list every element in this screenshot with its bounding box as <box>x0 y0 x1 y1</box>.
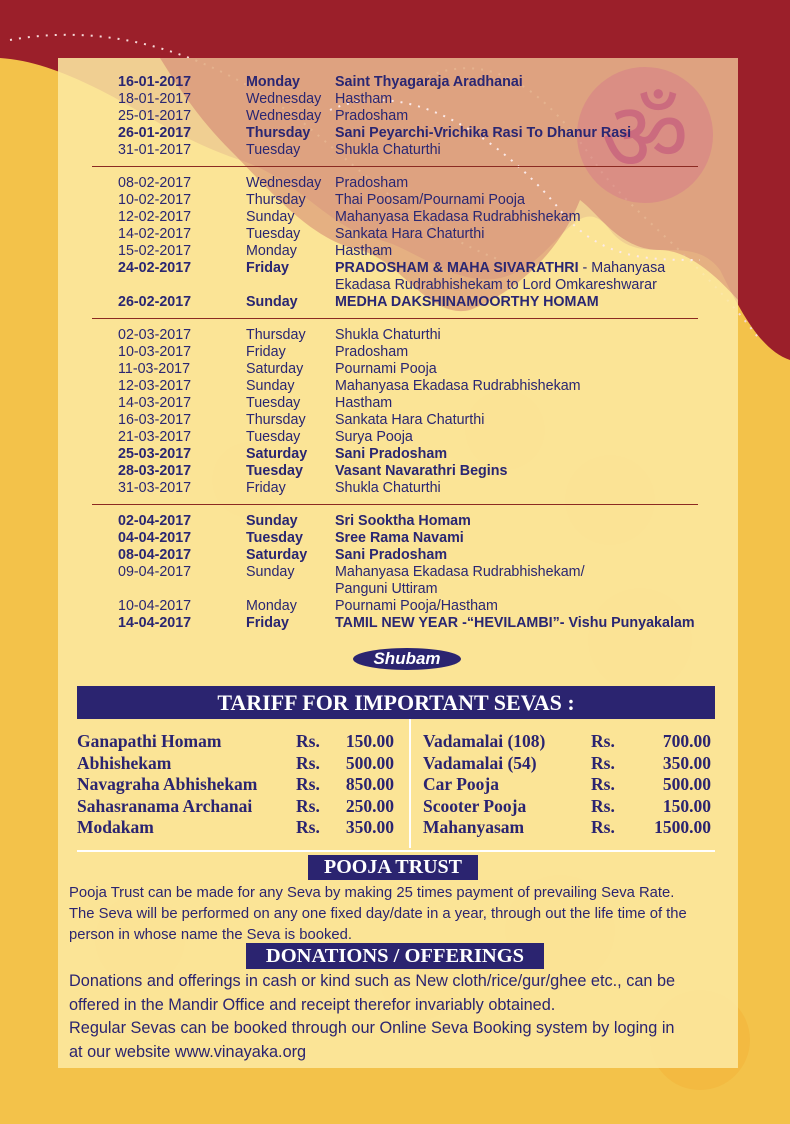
calendar-row <box>118 378 758 395</box>
event-name <box>335 175 758 192</box>
calendar-row <box>118 327 758 344</box>
calendar-row <box>118 192 758 209</box>
seva-amount: 700.00 <box>662 731 711 751</box>
event-day: Wednesday <box>246 175 322 191</box>
event-title: Hastham <box>335 243 393 259</box>
donations-text <box>69 970 675 1064</box>
month-separator <box>92 504 698 505</box>
event-title: Shukla Chaturthi <box>335 480 441 496</box>
seva-name: Abhishekam <box>77 752 172 773</box>
event-date: 28-03-2017 <box>118 463 192 479</box>
calendar-row <box>118 598 758 615</box>
tariff-row <box>77 731 394 753</box>
seva-amount: 150.00 <box>345 731 394 751</box>
event-name <box>335 209 758 226</box>
calendar-row <box>118 91 758 108</box>
event-date: 25-01-2017 <box>118 108 192 124</box>
event-day: Sunday <box>246 209 295 225</box>
calendar-row <box>118 125 758 142</box>
seva-name: Ganapathi Homam <box>77 731 222 751</box>
event-title: Mahanyasa Ekadasa Rudrabhishekam/ <box>335 564 585 580</box>
event-day: Thursday <box>246 412 306 428</box>
calendar-row <box>118 294 758 311</box>
event-title: Sankata Hara Chaturthi <box>335 412 485 428</box>
pooja-trust-line: person in whose name the Seva is booked. <box>69 927 352 943</box>
event-day: Tuesday <box>246 429 301 445</box>
seva-name: Scooter Pooja <box>423 795 527 816</box>
event-name <box>335 125 758 142</box>
event-title: Sri Sooktha Homam <box>335 513 471 529</box>
event-day: Friday <box>246 344 286 360</box>
event-date: 10-03-2017 <box>118 344 192 360</box>
event-title: Hastham <box>335 395 393 411</box>
event-day: Monday <box>246 243 297 259</box>
event-name <box>335 530 758 547</box>
event-date: 08-02-2017 <box>118 175 192 191</box>
event-day: Sunday <box>246 564 295 580</box>
event-name <box>335 108 758 125</box>
event-name <box>335 344 758 361</box>
calendar-row <box>118 243 758 260</box>
currency-label: Rs. <box>591 817 615 837</box>
event-date: 31-03-2017 <box>118 480 192 496</box>
calendar-row <box>118 429 758 446</box>
month-separator <box>92 318 698 319</box>
event-date: 10-04-2017 <box>118 598 192 614</box>
tariff-divider <box>409 719 411 848</box>
event-date: 11-03-2017 <box>118 361 191 377</box>
event-day: Tuesday <box>246 395 301 411</box>
event-day: Friday <box>246 260 289 276</box>
event-title: Mahanyasa Ekadasa Rudrabhishekam <box>335 378 581 394</box>
pooja-trust-text <box>69 883 687 946</box>
calendar-row <box>118 530 758 547</box>
seva-amount: 500.00 <box>345 752 394 773</box>
calendar-row <box>118 480 758 497</box>
seva-name: Vadamalai (54) <box>423 752 537 773</box>
currency-label: Rs. <box>591 752 615 773</box>
event-name <box>335 294 758 311</box>
event-day: Thursday <box>246 125 311 141</box>
event-title: Sani Pradosham <box>335 446 448 462</box>
calendar-row <box>118 361 758 378</box>
event-title: Shukla Chaturthi <box>335 327 441 343</box>
tariff-row <box>423 817 711 839</box>
seva-amount: 250.00 <box>345 795 394 816</box>
event-date: 14-03-2017 <box>118 395 192 411</box>
event-title: Sree Rama Navami <box>335 530 464 546</box>
event-day: Saturday <box>246 361 304 377</box>
calendar-row <box>118 412 758 429</box>
currency-label: Rs. <box>591 795 615 816</box>
calendar-row <box>118 564 758 581</box>
event-name <box>335 142 758 159</box>
donations-line: at our website www.vinayaka.org <box>69 1042 307 1061</box>
event-date: 26-01-2017 <box>118 125 192 141</box>
event-day: Thursday <box>246 192 306 208</box>
event-title: TAMIL NEW YEAR -“HEVILAMBI”- Vishu Punyakalam <box>335 615 695 631</box>
event-name <box>335 480 758 497</box>
event-date: 24-02-2017 <box>118 260 192 276</box>
tariff-right-column <box>423 731 711 839</box>
event-continuation: Panguni Uttiram <box>335 581 438 597</box>
event-day: Monday <box>246 598 297 614</box>
event-title: Surya Pooja <box>335 429 413 445</box>
seva-amount: 1500.00 <box>654 817 711 837</box>
event-date: 26-02-2017 <box>118 294 192 310</box>
calendar-row <box>118 260 758 277</box>
event-title: Vasant Navarathri Begins <box>335 463 508 479</box>
event-name <box>335 429 758 446</box>
currency-label: Rs. <box>296 774 320 794</box>
event-name <box>335 378 758 395</box>
calendar-row <box>118 547 758 564</box>
event-day: Thursday <box>246 327 306 343</box>
event-name <box>335 260 758 277</box>
event-date: 14-02-2017 <box>118 226 192 242</box>
pooja-trust-line: Pooja Trust can be made for any Seva by making 25 times payment of prevailing Seva Rate. <box>69 885 675 901</box>
shubam-badge: Shubam <box>353 648 461 670</box>
event-name <box>335 446 758 463</box>
calendar-row <box>118 74 758 91</box>
event-date: 02-03-2017 <box>118 327 192 343</box>
event-title: Saint Thyagaraja Aradhanai <box>335 74 523 90</box>
event-name <box>335 192 758 209</box>
event-extra: - Mahanyasa <box>578 260 666 276</box>
calendar-row <box>118 175 758 192</box>
tariff-row <box>423 753 711 775</box>
tariff-row <box>423 774 711 796</box>
event-name <box>335 226 758 243</box>
pooja-trust-line: The Seva will be performed on any one fixed day/date in a year, through out the life time of the <box>69 906 687 922</box>
event-title: Pradosham <box>335 344 409 360</box>
event-date: 16-03-2017 <box>118 412 192 428</box>
event-name <box>335 243 758 260</box>
event-name <box>335 361 758 378</box>
donations-line: Regular Sevas can be booked through our Online Seva Booking system by loging in <box>69 1019 675 1037</box>
tariff-row <box>77 753 394 775</box>
currency-label: Rs. <box>296 795 320 816</box>
event-date: 18-01-2017 <box>118 91 192 107</box>
event-date: 12-03-2017 <box>118 378 192 394</box>
event-day: Tuesday <box>246 226 301 242</box>
calendar-row <box>118 395 758 412</box>
seva-name: Navagraha Abhishekam <box>77 774 258 794</box>
seva-amount: 850.00 <box>345 774 394 794</box>
seva-amount: 150.00 <box>662 795 711 816</box>
event-name <box>335 412 758 429</box>
tariff-row <box>77 796 394 818</box>
event-day: Tuesday <box>246 463 303 479</box>
event-title: Hastham <box>335 91 393 107</box>
event-title: Sani Pradosham <box>335 547 448 563</box>
event-date: 16-01-2017 <box>118 74 192 90</box>
tariff-row <box>423 731 711 753</box>
event-date: 10-02-2017 <box>118 192 192 208</box>
event-day: Sunday <box>246 378 295 394</box>
seva-name: Vadamalai (108) <box>423 731 546 751</box>
event-date: 02-04-2017 <box>118 513 192 529</box>
currency-label: Rs. <box>591 731 615 751</box>
seva-name: Modakam <box>77 817 154 837</box>
event-title: Pradosham <box>335 108 409 124</box>
calendar-row <box>118 142 758 159</box>
event-date: 21-03-2017 <box>118 429 192 445</box>
event-title: Pournami Pooja <box>335 361 437 377</box>
event-date: 31-01-2017 <box>118 142 192 158</box>
donations-heading: DONATIONS / OFFERINGS <box>246 943 544 969</box>
event-calendar <box>118 74 758 632</box>
seva-amount: 350.00 <box>345 817 394 837</box>
seva-name: Sahasranama Archanai <box>77 795 253 816</box>
event-day: Monday <box>246 74 301 90</box>
event-title: Sankata Hara Chaturthi <box>335 226 485 242</box>
event-day: Sunday <box>246 294 298 310</box>
event-date: 04-04-2017 <box>118 530 192 546</box>
event-title: Thai Poosam/Pournami Pooja <box>335 192 525 208</box>
event-day: Wednesday <box>246 108 322 124</box>
calendar-row <box>118 463 758 480</box>
event-title: Sani Peyarchi-Vrichika Rasi To Dhanur Rasi <box>335 125 632 141</box>
event-name <box>335 598 758 615</box>
event-title: Pradosham <box>335 175 409 191</box>
calendar-row <box>118 513 758 530</box>
event-date: 12-02-2017 <box>118 209 192 225</box>
tariff-left-column <box>77 731 394 839</box>
currency-label: Rs. <box>591 774 615 794</box>
calendar-row-continued <box>118 581 758 598</box>
event-name <box>335 327 758 344</box>
pooja-trust-heading: POOJA TRUST <box>308 855 478 880</box>
event-day: Saturday <box>246 547 308 563</box>
event-title: Mahanyasa Ekadasa Rudrabhishekam <box>335 209 581 225</box>
event-day: Wednesday <box>246 91 322 107</box>
calendar-row <box>118 446 758 463</box>
seva-name: Car Pooja <box>423 774 499 794</box>
donations-line: Donations and offerings in cash or kind such as New cloth/rice/gur/ghee etc., can be <box>69 972 676 990</box>
event-name <box>335 91 758 108</box>
calendar-row <box>118 615 758 632</box>
tariff-row <box>423 796 711 818</box>
calendar-row <box>118 226 758 243</box>
event-day: Tuesday <box>246 530 303 546</box>
calendar-row <box>118 209 758 226</box>
event-title: Pournami Pooja/Hastham <box>335 598 498 614</box>
event-title: PRADOSHAM & MAHA SIVARATHRI <box>335 260 579 276</box>
event-day: Saturday <box>246 446 308 462</box>
event-name <box>335 74 758 91</box>
seva-name: Mahanyasam <box>423 817 525 837</box>
event-date: 09-04-2017 <box>118 564 192 580</box>
event-date: 25-03-2017 <box>118 446 192 462</box>
event-name <box>335 513 758 530</box>
seva-amount: 500.00 <box>662 774 711 794</box>
donations-line: offered in the Mandir Office and receipt therefor invariably obtained. <box>69 995 556 1014</box>
event-day: Friday <box>246 615 289 631</box>
currency-label: Rs. <box>296 731 320 751</box>
tariff-bottom-rule <box>77 850 715 852</box>
event-date: 08-04-2017 <box>118 547 192 563</box>
tariff-row <box>77 774 394 796</box>
calendar-row <box>118 344 758 361</box>
event-day: Friday <box>246 480 286 496</box>
tariff-row <box>77 817 394 839</box>
calendar-row-continued <box>118 277 758 294</box>
event-continuation: Ekadasa Rudrabhishekam to Lord Omkareshwarar <box>335 277 657 293</box>
event-date: 14-04-2017 <box>118 615 192 631</box>
tariff-heading: TARIFF FOR IMPORTANT SEVAS : <box>77 686 715 719</box>
event-day: Tuesday <box>246 142 301 158</box>
event-day: Sunday <box>246 513 298 529</box>
currency-label: Rs. <box>296 752 320 773</box>
event-title: Shukla Chaturthi <box>335 142 441 158</box>
event-name <box>335 564 758 581</box>
svg-text:ॐ: ॐ <box>601 81 689 193</box>
seva-amount: 350.00 <box>662 752 711 773</box>
month-separator <box>92 166 698 167</box>
calendar-row <box>118 108 758 125</box>
event-name <box>335 463 758 480</box>
currency-label: Rs. <box>296 817 320 837</box>
event-title: MEDHA DAKSHINAMOORTHY HOMAM <box>335 294 599 310</box>
event-name <box>335 547 758 564</box>
event-name <box>335 395 758 412</box>
event-name <box>335 615 758 632</box>
event-date: 15-02-2017 <box>118 243 192 259</box>
